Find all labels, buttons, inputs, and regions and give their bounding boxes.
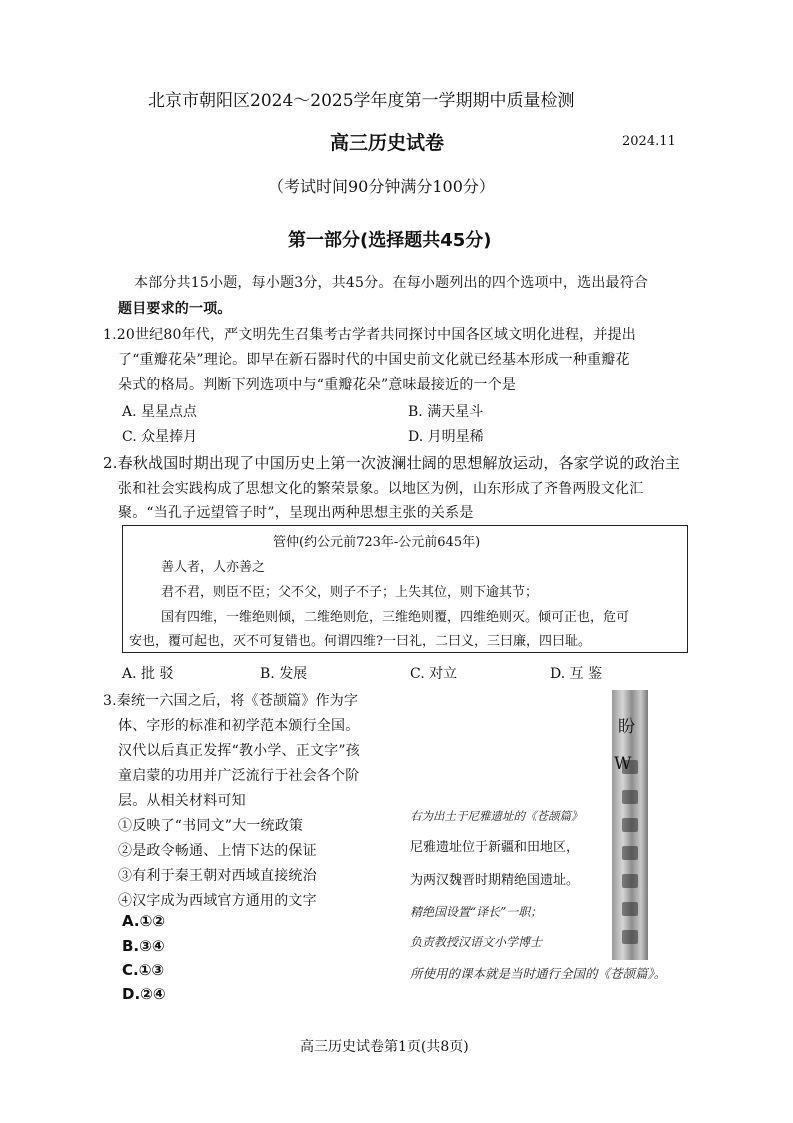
time-note: （考试时间90分钟满分100分）	[268, 177, 495, 196]
subject-title: 高三历史试卷	[330, 132, 445, 154]
part-intro-line: 题目要求的一项。	[118, 301, 232, 317]
question-1-text: 1.20世纪80年代，严文明先生召集考古学者共同探讨中国各区域文明化进程，并提出	[103, 327, 636, 343]
q2-option-b: B. 发展	[260, 666, 308, 682]
exam-date: 2024.11	[622, 134, 676, 149]
q3-option-b: B.③④	[122, 937, 165, 955]
figure-caption: 尼雅遗址位于新疆和田地区，	[410, 840, 580, 855]
q2-option-d: D. 互 鉴	[550, 666, 603, 682]
quote-box-title: 管仲(约公元前723年-公元前645年)	[273, 535, 481, 550]
question-3-text: 童启蒙的功用并广泛流行于社会各个阶	[118, 768, 360, 784]
question-2-text: 2.春秋战国时期出现了中国历史上第一次波澜壮阔的思想解放运动，各家学说的政治主	[103, 454, 681, 472]
q2-option-c: C. 对立	[410, 666, 458, 682]
question-3-text: 体、字形的标准和初学范本颁行全国。	[118, 718, 360, 734]
q1-option-c: C. 众星捧月	[122, 429, 198, 445]
q3-option-a: A.①②	[122, 912, 165, 930]
exam-title: 北京市朝阳区2024～2025学年度第一学期期中质量检测	[148, 91, 575, 111]
quote-box	[122, 525, 688, 653]
q2-option-a: A. 批 驳	[122, 666, 174, 682]
quote-line: 善人者，人亦善之	[161, 560, 266, 575]
figure-caption: 为两汉魏晋时期精绝国遗址。	[410, 873, 580, 888]
q1-option-b: B. 满天星斗	[408, 404, 484, 420]
part-title: 第一部分(选择题共45分)	[288, 230, 492, 251]
question-3-text: 3.秦统一六国之后，将《苍颉篇》作为字	[103, 693, 359, 709]
q3-statement: ②是政令畅通、上情下达的保证	[118, 843, 317, 859]
q1-option-d: D. 月明星稀	[408, 429, 484, 445]
question-1-text: 了“重瓣花朵”理论。即早在新石器时代的中国史前文化就已经基本形成一种重瓣花	[118, 352, 630, 368]
q3-option-c: C.①③	[122, 961, 165, 979]
question-2-text: 张和社会实践构成了思想文化的繁荣景象。以地区为例，山东形成了齐鲁两股文化汇	[118, 481, 644, 497]
question-3-text: 层。从相关材料可知	[118, 793, 246, 809]
q1-option-a: A. 星星点点	[122, 404, 198, 420]
q3-statement: ④汉字成为西域官方通用的文字	[118, 893, 317, 909]
slip-character: W	[614, 754, 632, 774]
figure-caption: 负责教授汉语文小学博士	[410, 935, 543, 949]
question-1-text: 朵式的格局。判断下列选项中与“重瓣花朵”意味最接近的一个是	[118, 377, 517, 393]
q3-statement: ①反映了“书同文”大一统政策	[118, 818, 304, 834]
question-3-text: 汉代以后真正发挥“教小学、正文字”孩	[118, 743, 360, 759]
part-intro-line: 本部分共15小题，每小题3分，共45分。在每小题列出的四个选项中，选出最符合	[134, 275, 649, 291]
figure-caption: 精绝国设置“译长”一职；	[410, 905, 543, 919]
quote-line: 君不君，则臣不臣；父不父，则子不子；上失其位，则下逾其节；	[161, 585, 539, 600]
q3-option-d: D.②④	[122, 985, 166, 1003]
slip-character: 盼	[618, 717, 635, 737]
question-2-text: 聚。“当孔子远望管子时”，呈现出两种思想主张的关系是	[118, 505, 474, 521]
quote-line: 安也，覆可起也，灭不可复错也。何谓四维?一曰礼，二曰义，三曰廉，四曰耻。	[129, 634, 591, 649]
figure-caption: 所使用的课本就是当时通行全国的《苍颉篇》。	[410, 966, 667, 981]
page-footer: 高三历史试卷第1页(共8页)	[300, 1039, 469, 1055]
figure-caption: 右为出土于尼雅遗址的《苍颉篇》	[410, 809, 583, 823]
q3-statement: ③有利于秦王朝对西域直接统治	[118, 868, 317, 884]
quote-line: 国有四维，一维绝则倾，二维绝则危，三维绝则覆，四维绝则灭。倾可正也，危可	[161, 610, 630, 625]
